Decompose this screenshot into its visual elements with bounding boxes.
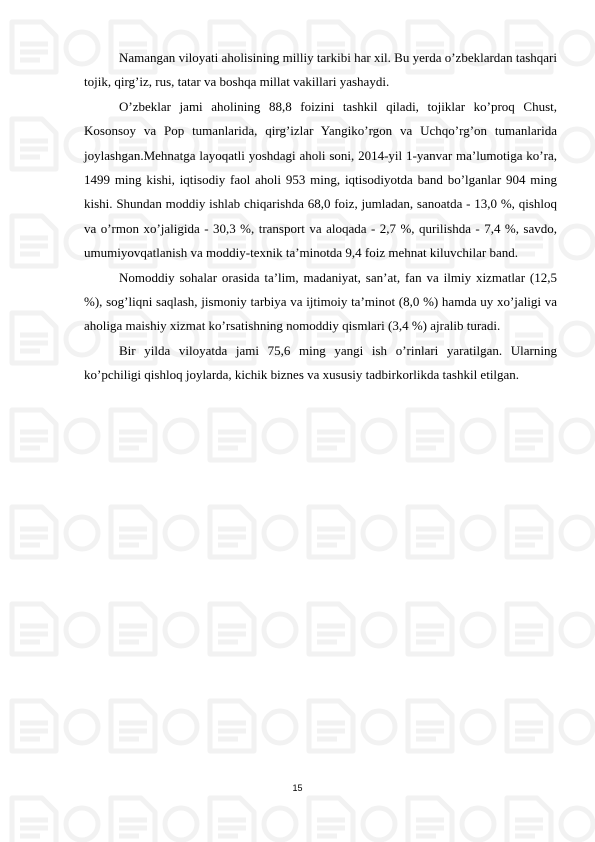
watermark-doc-icon — [111, 507, 197, 557]
watermark-doc-icon — [309, 604, 395, 654]
watermark-doc-icon — [507, 507, 593, 557]
watermark-doc-icon — [507, 604, 593, 654]
watermark-doc-icon — [210, 798, 296, 842]
watermark-doc-icon — [12, 410, 98, 460]
paragraph-2: O’zbeklar jami aholining 88,8 foizini tashkil qiladi, tojiklar ko’proq Chust, Kosonsoy va Pop tumanlarida, qirg’izlar Yangiko’rgon va Uchqo’rg’on tumanlarida joylashgan.Mehnatga layoqatli yoshdagi aholi soni, 2014-yil 1-yanvar ma’lumotiga ko’ra, 1499 ming kishi, iqtisodiy faol aholi 953 ming, iqtisodiyotda band bo’lganlar 904 ming kishi. Shundan moddiy ishlab chiqarishda 68,0 foiz, jumladan, sanoatda - 13,0 %, qishloq va o’rmon xo’jaligida - 30,3 %, transport va aloqada - 2,7 %, qurilishda - 7,4 %, savdo, umumiyovqatlanish va moddiy-texnik ta’minotda 9,4 foiz mehnat kiluvchilar band. — [84, 98, 557, 261]
watermark-doc-icon — [408, 507, 494, 557]
page-number: 15 — [292, 783, 303, 793]
watermark-doc-icon — [12, 701, 98, 751]
watermark-doc-icon — [507, 701, 593, 751]
watermark-doc-icon — [210, 410, 296, 460]
watermark-doc-icon — [309, 798, 395, 842]
watermark-doc-icon — [309, 701, 395, 751]
watermark-doc-icon — [210, 701, 296, 751]
watermark-doc-icon — [507, 798, 593, 842]
watermark-doc-icon — [111, 410, 197, 460]
watermark-doc-icon — [210, 507, 296, 557]
watermark-doc-icon — [408, 798, 494, 842]
watermark-doc-icon — [111, 798, 197, 842]
watermark-doc-icon — [210, 604, 296, 654]
watermark-doc-icon — [309, 507, 395, 557]
watermark-doc-icon — [408, 701, 494, 751]
watermark-doc-icon — [12, 798, 98, 842]
watermark-doc-icon — [408, 410, 494, 460]
watermark-doc-icon — [12, 604, 98, 654]
document-body — [84, 46, 557, 388]
watermark-doc-icon — [111, 701, 197, 751]
watermark-doc-icon — [309, 410, 395, 460]
paragraph-3: Nomoddiy sohalar orasida ta’lim, madaniyat, san’at, fan va ilmiy xizmatlar (12,5 %), sog’liqni saqlash, jismoniy tarbiya va ijtimoiy ta’minot (8,0 %) hamda uy xo’jaligi va aholiga maishiy xizmat ko’rsatishning nomoddiy qismlari (3,4 %) ajralib turadi. — [84, 269, 557, 334]
watermark-doc-icon — [408, 604, 494, 654]
watermark-doc-icon — [111, 604, 197, 654]
watermark-doc-icon — [12, 507, 98, 557]
paragraph-4: Bir yilda viloyatda jami 75,6 ming yangi ish o’rinlari yaratilgan. Ularning ko’pchiligi qishloq joylarda, kichik biznes va xususiy tadbirkorlikda tashkil etilgan. — [84, 342, 557, 383]
paragraph-1: Namangan viloyati aholisining milliy tarkibi har xil. Bu yerda o’zbeklardan tashqari tojik, qirg’iz, rus, tatar va boshqa millat vakillari yashaydi. — [84, 50, 557, 90]
watermark-doc-icon — [507, 410, 593, 460]
